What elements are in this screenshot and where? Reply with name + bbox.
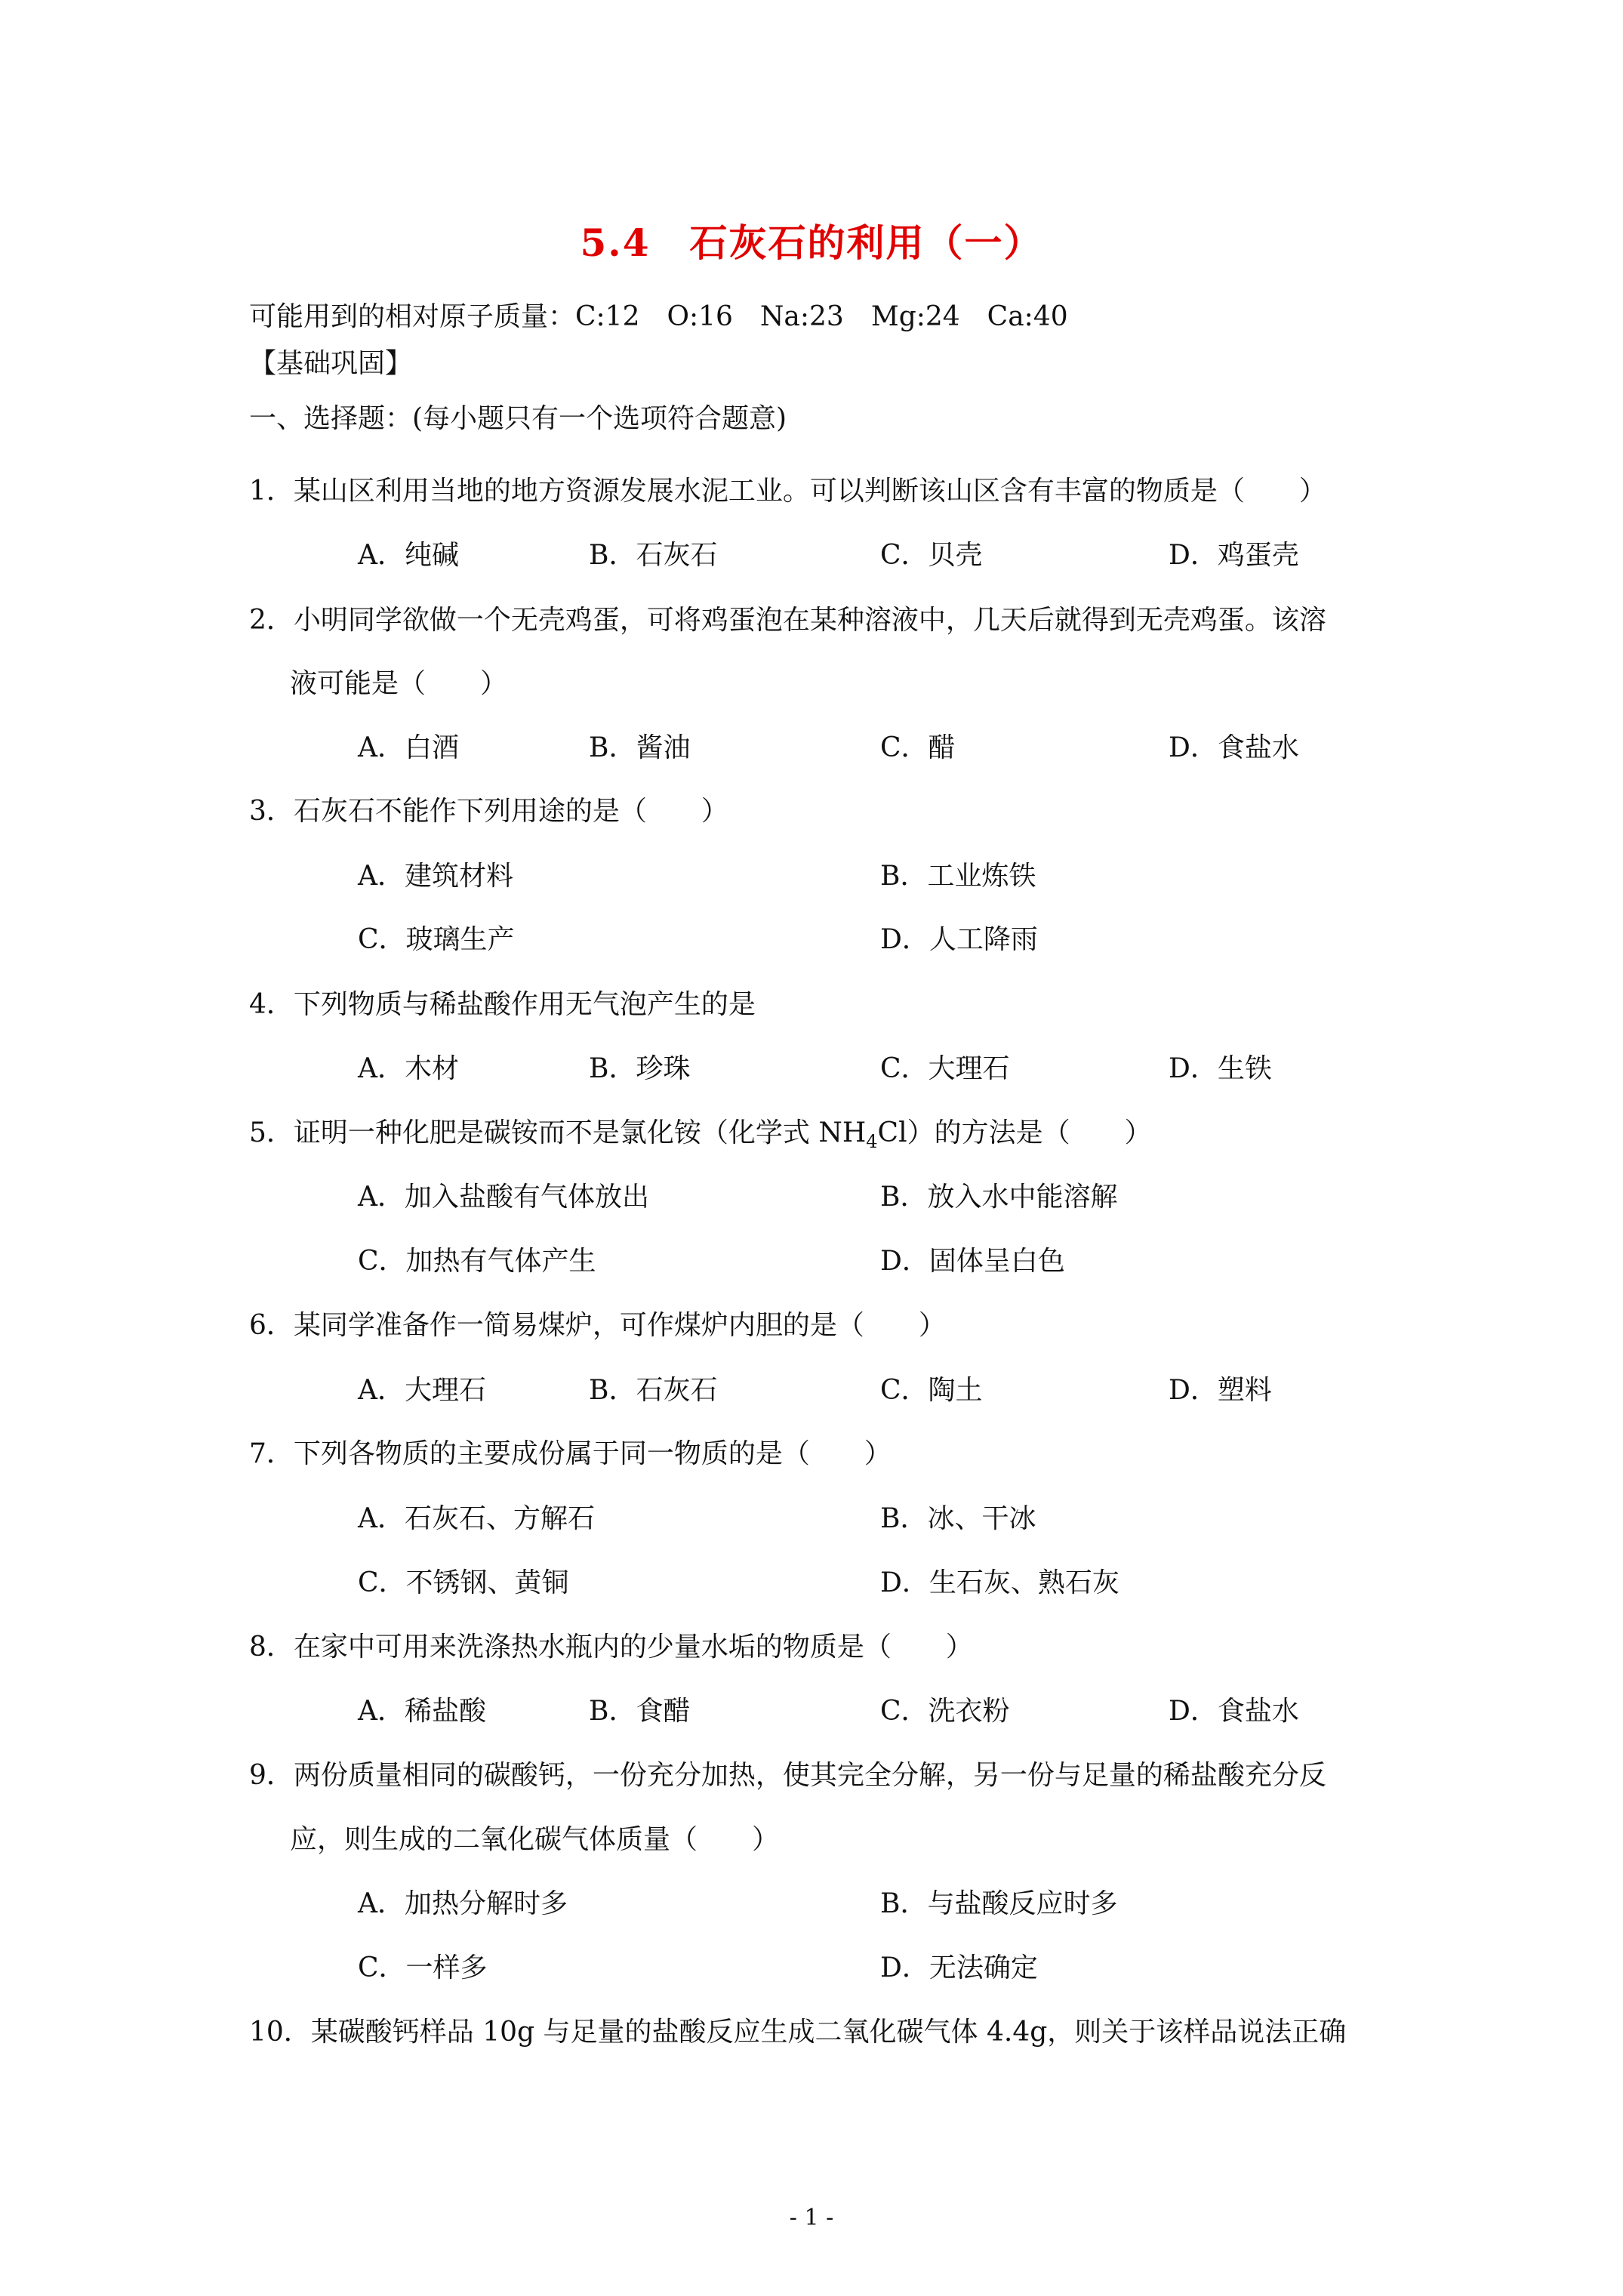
q3-option-a: A．建筑材料 (358, 861, 513, 892)
q9-option-b: B．与盐酸反应时多 (880, 1888, 1118, 1919)
q1-option-a: A．纯碱 (358, 540, 459, 571)
q1-option-d: D．鸡蛋壳 (1169, 540, 1299, 571)
q7-option-d: D．生石灰、熟石灰 (880, 1567, 1119, 1598)
part-heading: 一、选择题：(每小题只有一个选项符合题意) (249, 403, 787, 434)
question-7-stem: 7．下列各物质的主要成份属于同一物质的是（ ） (249, 1438, 892, 1469)
q5-stem-part-b: Cl）的方法是（ ） (877, 1117, 1152, 1148)
section-heading: 【基础巩固】 (249, 348, 413, 379)
q4-option-c: C．大理石 (880, 1053, 1010, 1084)
q4-option-a: A．木材 (358, 1053, 459, 1084)
q2-option-d: D．食盐水 (1169, 732, 1299, 763)
question-10-stem: 10．某碳酸钙样品 10g 与足量的盐酸反应生成二氧化碳气体 4.4g，则关于该样品说法正确 (249, 2017, 1347, 2048)
question-2-stem: 2．小明同学欲做一个无壳鸡蛋，可将鸡蛋泡在某种溶液中，几天后就得到无壳鸡蛋。该溶 (249, 605, 1326, 636)
q8-option-d: D．食盐水 (1169, 1696, 1299, 1727)
q3-option-c: C．玻璃生产 (358, 924, 515, 955)
atomic-masses-line: 可能用到的相对原子质量：C:12 O:16 Na:23 Mg:24 Ca:40 (249, 301, 1068, 332)
q9-option-c: C．一样多 (358, 1952, 488, 1983)
q9-option-d: D．无法确定 (880, 1952, 1038, 1983)
q4-option-d: D．生铁 (1169, 1053, 1272, 1084)
q6-option-c: C．陶土 (880, 1375, 983, 1406)
page-number: - 1 - (789, 2205, 834, 2231)
question-4-stem: 4．下列物质与稀盐酸作用无气泡产生的是 (249, 989, 756, 1020)
q6-option-b: B．石灰石 (589, 1375, 718, 1406)
q5-option-a: A．加入盐酸有气体放出 (358, 1182, 649, 1213)
question-8-stem: 8．在家中可用来洗涤热水瓶内的少量水垢的物质是（ ） (249, 1632, 973, 1663)
q6-option-d: D．塑料 (1169, 1375, 1272, 1406)
q9-option-a: A．加热分解时多 (358, 1888, 568, 1919)
page-title: 5.4 石灰石的利用（一） (580, 220, 1043, 265)
question-2-stem-cont: 液可能是（ ） (290, 668, 508, 699)
question-9-stem: 9．两份质量相同的碳酸钙，一份充分加热，使其完全分解，另一份与足量的稀盐酸充分反 (249, 1760, 1326, 1791)
q5-option-d: D．固体呈白色 (880, 1246, 1065, 1277)
q7-option-c: C．不锈钢、黄铜 (358, 1567, 569, 1598)
q5-option-c: C．加热有气体产生 (358, 1246, 596, 1277)
q2-option-c: C．醋 (880, 732, 956, 763)
q4-option-b: B．珍珠 (589, 1053, 691, 1084)
question-5-stem (249, 1117, 1152, 1158)
q3-option-b: B．工业炼铁 (880, 861, 1036, 892)
q3-option-d: D．人工降雨 (880, 924, 1038, 955)
q5-stem-part-a: 5．证明一种化肥是碳铵而不是氯化铵（化学式 NH (249, 1117, 867, 1148)
q8-option-a: A．稀盐酸 (358, 1696, 486, 1727)
q2-option-b: B．酱油 (589, 732, 691, 763)
q1-option-c: C．贝壳 (880, 540, 983, 571)
question-6-stem: 6．某同学准备作一简易煤炉，可作煤炉内胆的是（ ） (249, 1310, 946, 1341)
q7-option-b: B．冰、干冰 (880, 1503, 1036, 1534)
q8-option-b: B．食醋 (589, 1696, 691, 1727)
q1-option-b: B．石灰石 (589, 540, 718, 571)
question-1-stem: 1．某山区利用当地的地方资源发展水泥工业。可以判断该山区含有丰富的物质是（ ） (249, 476, 1326, 507)
q2-option-a: A．白酒 (358, 732, 459, 763)
question-9-stem-cont: 应，则生成的二氧化碳气体质量（ ） (290, 1824, 780, 1855)
question-3-stem: 3．石灰石不能作下列用途的是（ ） (249, 796, 728, 827)
q6-option-a: A．大理石 (358, 1375, 486, 1406)
q5-subscript: 4 (866, 1131, 878, 1153)
q8-option-c: C．洗衣粉 (880, 1696, 1010, 1727)
q7-option-a: A．石灰石、方解石 (358, 1503, 595, 1534)
q5-option-b: B．放入水中能溶解 (880, 1182, 1118, 1213)
